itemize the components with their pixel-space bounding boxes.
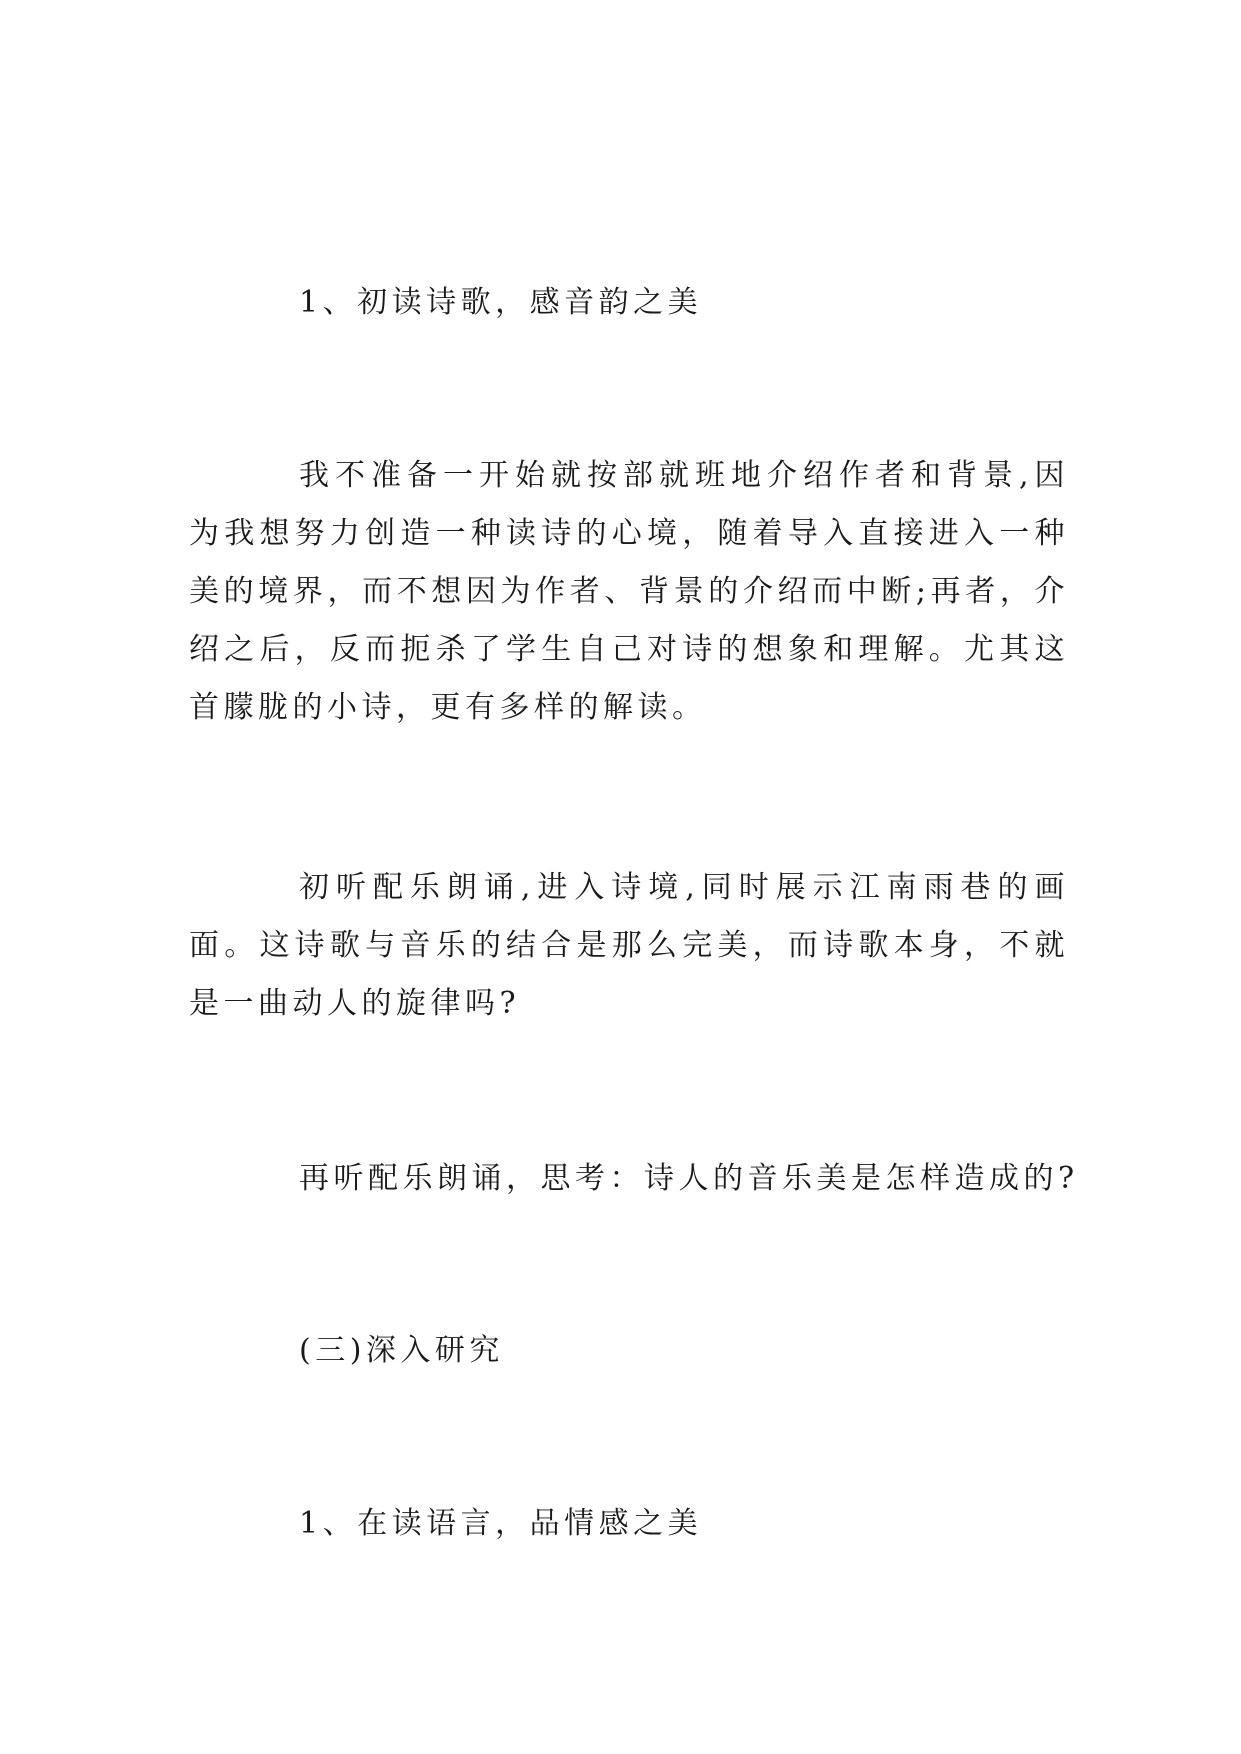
paragraph-second-listening: 再听配乐朗诵，思考：诗人的音乐美是怎样造成的?	[299, 1161, 1079, 1196]
paragraph-first-listening: 初听配乐朗诵,进入诗境,同时展示江南雨巷的画面。这诗歌与音乐的结合是那么完美，而诗歌本身，不就是一曲动人的旋律吗?	[189, 870, 1069, 1021]
section-heading-language-reading: 1、在读语言，品情感之美	[299, 1506, 703, 1541]
section-heading-deep-study: (三)深入研究	[299, 1333, 504, 1368]
paragraph-intro-approach: 我不准备一开始就按部就班地介绍作者和背景,因为我想努力创造一种读诗的心境，随着导入直接进入一种美的境界，而不想因为作者、背景的介绍而中断;再者，介绍之后，反而扼杀了学生自己对诗的想象和理解。尤其这首朦胧的小诗，更有多样的解读。	[189, 458, 1069, 725]
section-heading-initial-reading: 1、初读诗歌，感音韵之美	[299, 285, 703, 320]
